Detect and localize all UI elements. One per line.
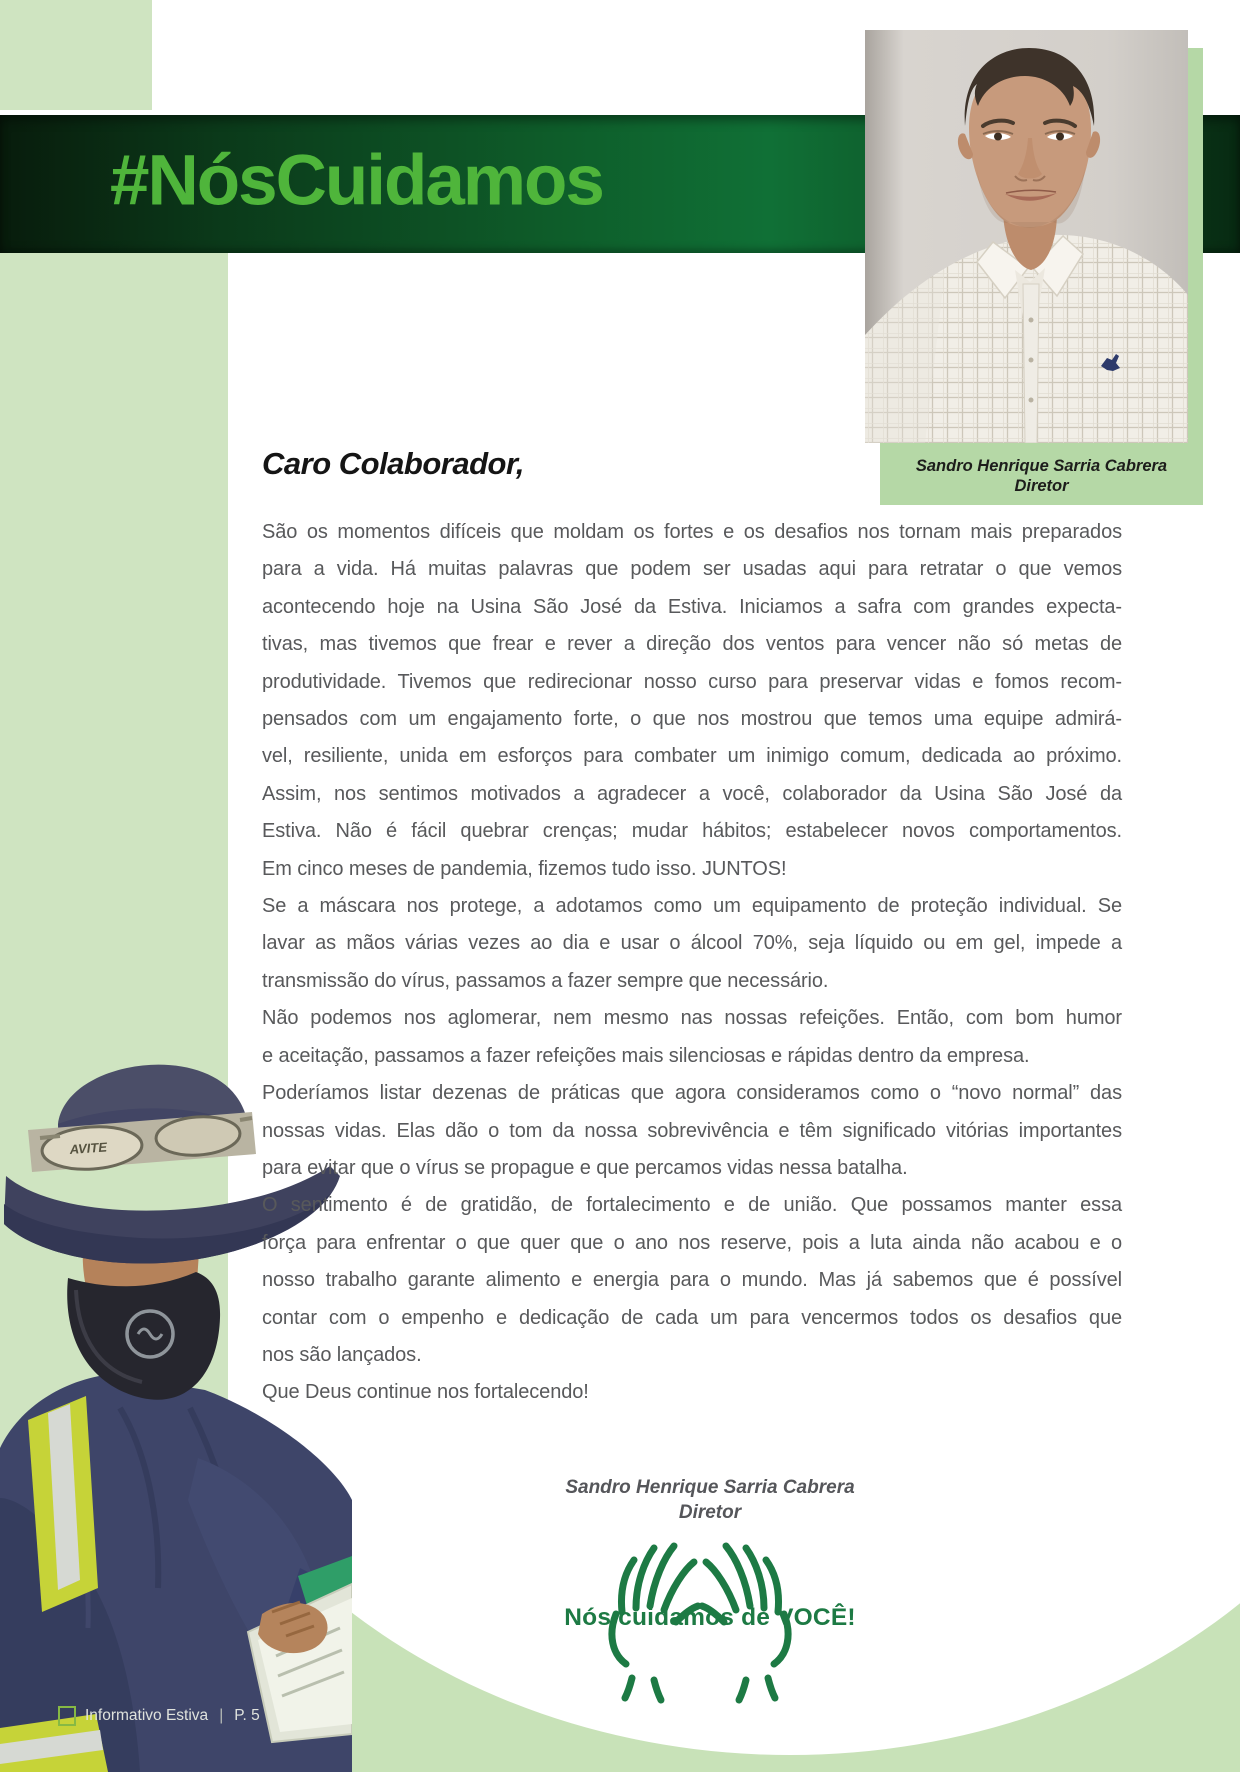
letter-line: O sentimento é de gratidão, de fortalecimento e de união. Que possamos manter essa (262, 1194, 1122, 1217)
letter-line: Que Deus continue nos fortalecendo! (262, 1381, 589, 1404)
campaign-hashtag: #NósCuidamos (110, 141, 603, 221)
footer-square-icon (58, 1706, 76, 1726)
letter-line: lavar as mãos várias vezes ao dia e usar o álcool 70%, seja líquido ou em gel, impede a (262, 932, 1122, 955)
letter-line: Se a máscara nos protege, a adotamos como um equipamento de proteção individual. Se (262, 895, 1122, 918)
letter-line: transmissão do vírus, passamos a fazer sempre que necessário. (262, 969, 829, 992)
letter-line: para evitar que o vírus se propague e que percamos vidas nessa batalha. (262, 1156, 908, 1179)
letter-line: nosso trabalho garante alimento e energia para o mundo. Mas já sabemos que é possível (262, 1269, 1122, 1292)
letter-line: Assim, nos sentimos motivados a agradecer a você, colaborador da Usina São José da (262, 782, 1122, 805)
letter-line: contar com o empenho e dedicação de cada um para vencermos todos os desafios que (262, 1306, 1122, 1329)
signature-role: Diretor (678, 1501, 742, 1523)
letter-line: pensados com um engajamento forte, o que nos mostrou que temos uma equipe admirá- (262, 708, 1122, 731)
letter-line: e aceitação, passamos a fazer refeições mais silenciosas e rápidas dentro da empresa. (262, 1044, 1030, 1067)
letter-line: acontecendo hoje na Usina São José da Estiva. Iniciamos a safra com grandes expecta- (262, 595, 1122, 618)
portrait-caption-role: Diretor (1014, 477, 1069, 496)
caring-slogan: Nós cuidamos de VOCÊ! (564, 1604, 856, 1631)
letter-line: nos são lançados. (262, 1343, 422, 1366)
letter-line: força para enfrentar o que quer que o ano nos reserve, pois a luta ainda não acabou e o (262, 1231, 1122, 1254)
signature-name: Sandro Henrique Sarria Cabrera (565, 1477, 855, 1498)
letter-line: tivas, mas tivemos que frear e rever a direção dos ventos para vencer não só metas de (262, 633, 1122, 656)
page-footer (58, 1706, 260, 1726)
letter-line: nossas vidas. Elas dão o tom da nossa sobrevivência e têm significado vitórias importantes (262, 1119, 1122, 1142)
signature-block (380, 1476, 1040, 1525)
top-left-accent-rect (0, 0, 152, 110)
footer-publication: Informativo Estiva (85, 1707, 209, 1724)
letter-body (262, 514, 1122, 1412)
letter-line: Em cinco meses de pandemia, fizemos tudo isso. JUNTOS! (262, 857, 787, 880)
portrait-caption-name: Sandro Henrique Sarria Cabrera (915, 456, 1168, 475)
letter-line: Não podemos nos aglomerar, nem mesmo nas nossas refeições. Então, com bom humor (262, 1007, 1122, 1030)
letter-line: produtividade. Tivemos que redirecionar nosso curso para preservar vidas e fomos recom- (262, 670, 1122, 693)
letter-line: para a vida. Há muitas palavras que podem ser usadas aqui para retratar o que vemos (262, 558, 1122, 581)
letter-line: vel, resiliente, unida em esforços para combater um inimigo comum, dedicada ao próximo. (262, 745, 1122, 768)
letter-line: São os momentos difíceis que moldam os fortes e os desafios nos tornam mais preparados (262, 521, 1122, 543)
director-portrait-photo (865, 30, 1188, 443)
letter-salutation: Caro Colaborador, (262, 446, 524, 481)
portrait-caption (880, 456, 1203, 497)
footer-separator: | (219, 1707, 224, 1724)
footer-page-number: P. 5 (234, 1707, 260, 1724)
letter-line: Poderíamos listar dezenas de práticas que agora consideramos como o “novo normal” das (262, 1082, 1122, 1105)
letter-line: Estiva. Não é fácil quebrar crenças; mudar hábitos; estabelecer novos comportamentos. (262, 820, 1122, 843)
svg-text:AVITE: AVITE (69, 1139, 108, 1157)
